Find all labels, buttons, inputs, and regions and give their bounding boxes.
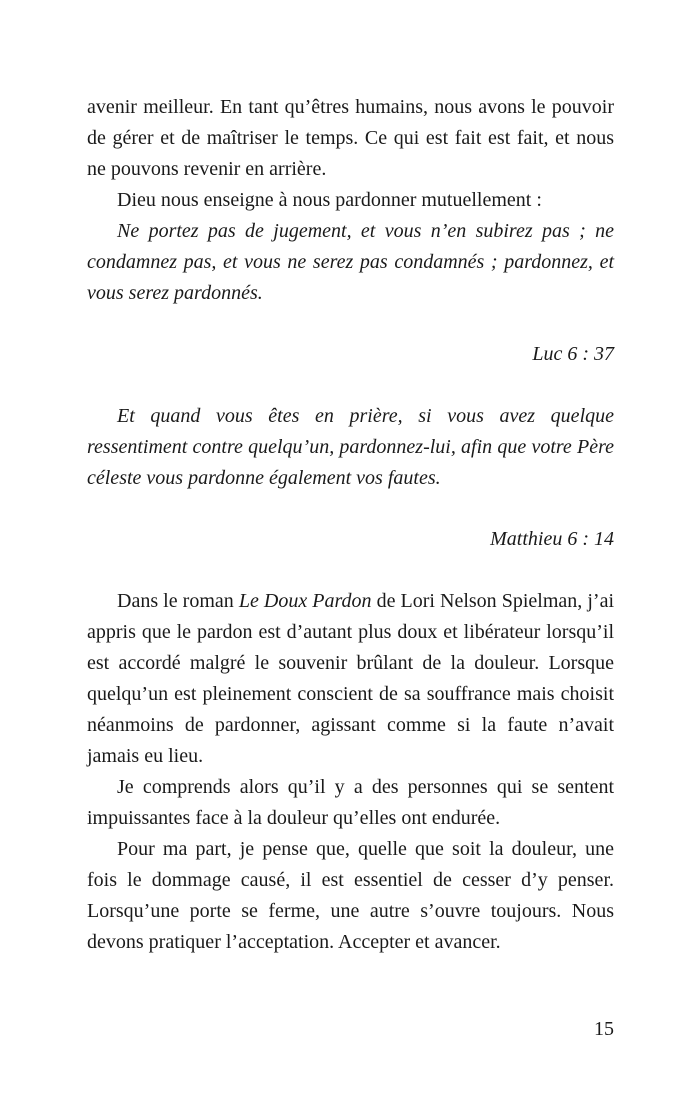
paragraph-4: Je comprends alors qu’il y a des personnes qui se sentent impuissantes face à la douleur qu’elles ont endurée. (87, 776, 614, 829)
paragraph-5: Pour ma part, je pense que, quelle que soit la douleur, une fois le dommage causé, il est essentiel de cesser d’y penser. Lorsqu’une porte se ferme, une autre s’ouvre toujours. Nous devons pratiquer l’acceptation. Accepter et avancer. (87, 838, 614, 953)
reference-luke: Luc 6 : 37 (532, 343, 614, 365)
quote-matthew: Et quand vous êtes en prière, si vous avez quelque ressentiment contre quelqu’un, pardonnez-lui, afin que votre Père céleste vous pardonne également vos fautes. (87, 405, 614, 489)
paragraph-3-lead: Dans le roman (117, 590, 239, 612)
paragraph-2: Dieu nous enseigne à nous pardonner mutuellement : (117, 189, 542, 211)
paragraph-3-rest: de Lori Nelson Spielman, j’ai appris que le pardon est d’autant plus doux et libérateur lorsqu’il est accordé malgré le souvenir brûlant de la douleur. Lorsque quelqu’un est pleinement conscient de sa souffrance mais choisit néanmoins de pardonner, agissant comme si la faute n’avait jamais eu lieu. (87, 590, 615, 767)
paragraph-3 (87, 586, 614, 772)
reference-matthew: Matthieu 6 : 14 (490, 528, 614, 550)
quote-luke: Ne portez pas de jugement, et vous n’en subirez pas ; ne condamnez pas, et vous ne serez pas condamnés ; pardonnez, et vous serez pardonnés. (87, 220, 614, 304)
book-title: Le Doux Pardon (238, 590, 372, 612)
page-body (87, 92, 614, 958)
page-number: 15 (594, 1018, 614, 1040)
paragraph-1: avenir meilleur. En tant qu’êtres humains, nous avons le pouvoir de gérer et de maîtriser le temps. Ce qui est fait est fait, et nous ne pouvons revenir en arrière. (87, 96, 614, 180)
